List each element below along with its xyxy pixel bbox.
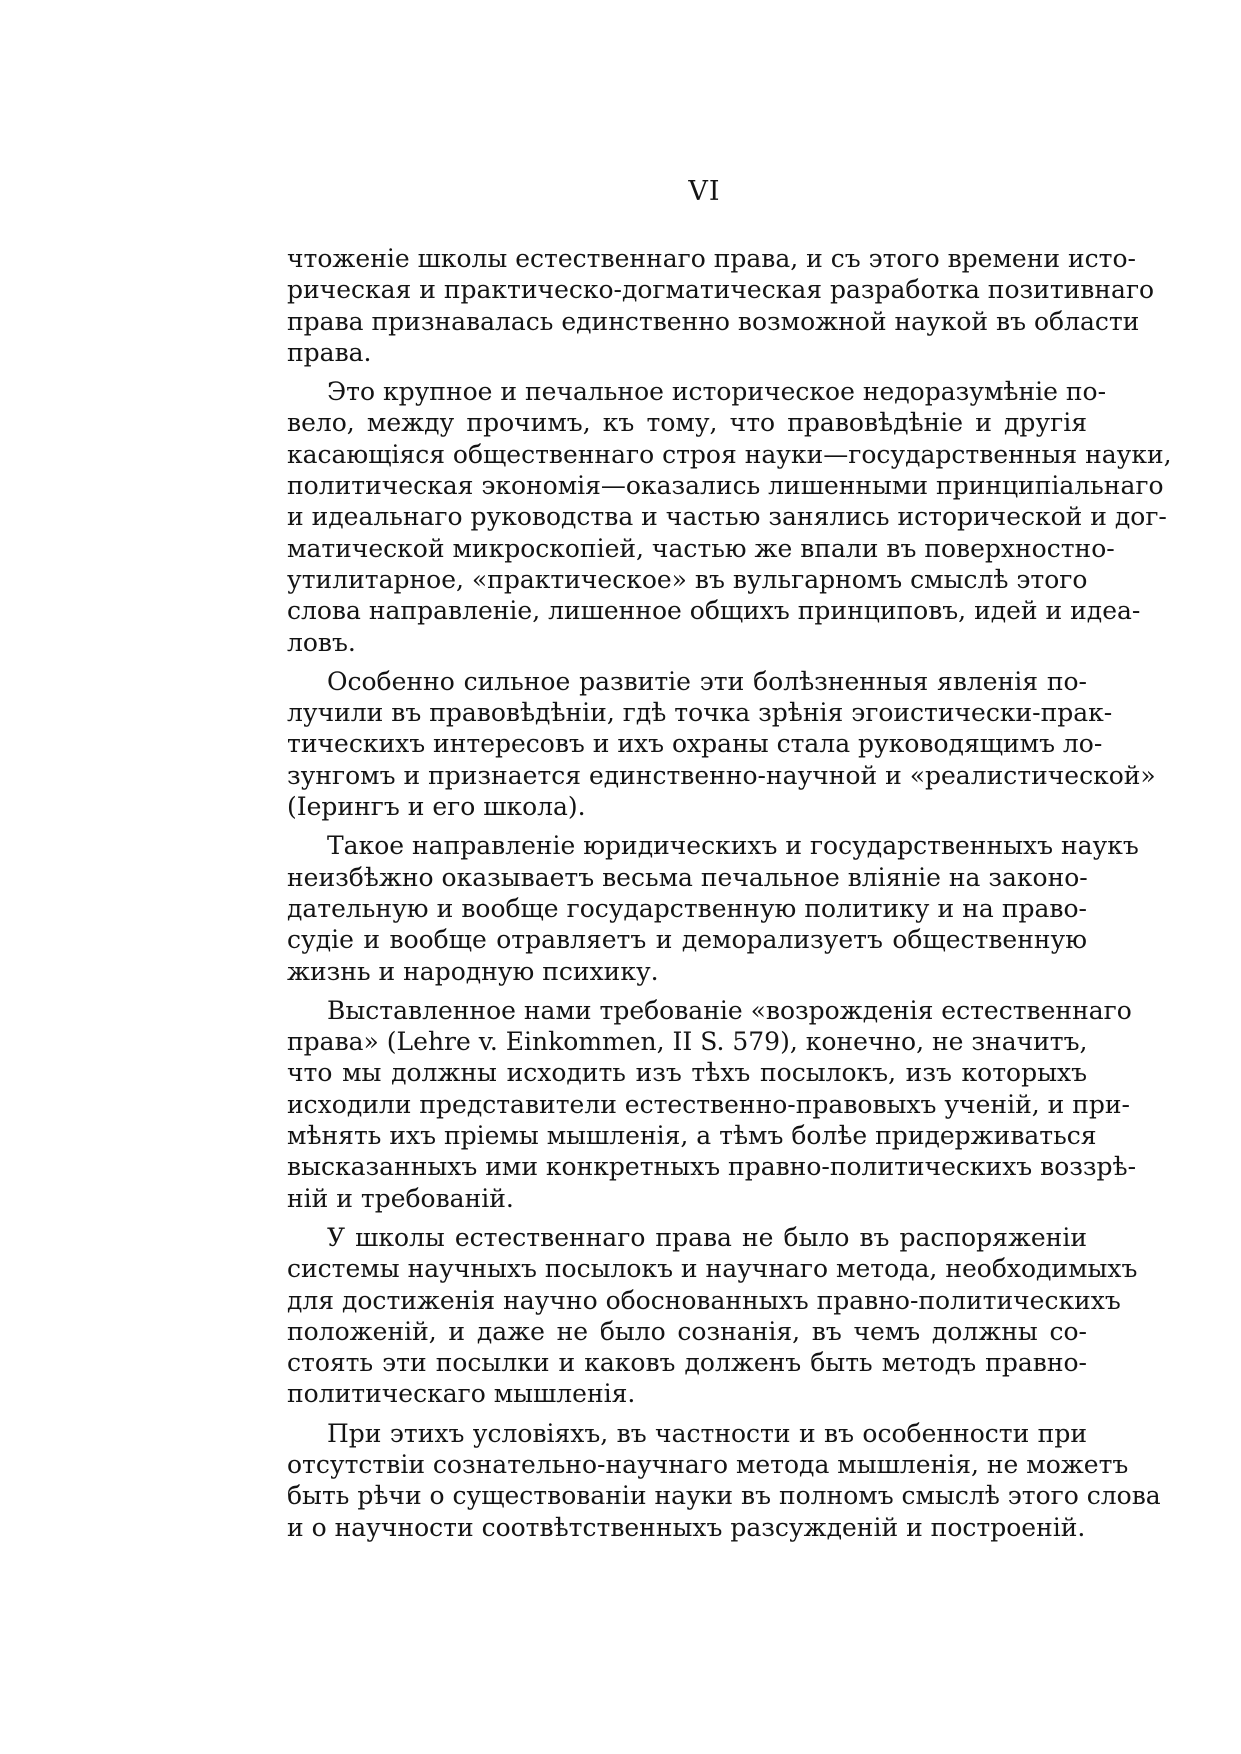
text-line: быть рѣчи о существованіи науки въ полномъ смыслѣ этого слова xyxy=(287,1481,1161,1511)
text-line: зунгомъ и признается единственно-научной и «реалистической» xyxy=(287,760,1156,790)
text-line: Это крупное и печальное историческое недоразумѣніе по- xyxy=(327,377,1107,407)
text-line: Особенно сильное развитіе эти болѣзненныя явленія по- xyxy=(327,666,1087,696)
text-line: ній и требованій. xyxy=(287,1183,514,1213)
paragraph-3 xyxy=(287,666,1156,822)
text-line: У школы естественнаго права не было въ распоряженіи xyxy=(327,1222,1087,1252)
text-line: касающіяся общественнаго строя науки—государственныя науки, xyxy=(287,439,1172,469)
text-line: матической микроскопіей, частью же впали въ поверхностно- xyxy=(287,533,1115,563)
text-line: чтоженіе школы естественнаго права, и съ этого времени исто- xyxy=(287,244,1136,273)
paragraph-6 xyxy=(287,1222,1138,1410)
text-line: высказанныхъ ими конкретныхъ правно-политическихъ воззрѣ- xyxy=(287,1152,1137,1182)
paragraph-5 xyxy=(287,995,1137,1214)
page-number: VI xyxy=(688,176,721,207)
body-text xyxy=(287,243,1172,1551)
text-line: Выставленное нами требованіе «возрожденія естественнаго xyxy=(327,995,1132,1025)
text-line: лучили въ правовѣдѣніи, гдѣ точка зрѣнія эгоистически-прак- xyxy=(287,698,1113,728)
text-line: утилитарное, «практическое» въ вульгарномъ смыслѣ этого xyxy=(287,564,1088,594)
text-line: отсутствіи сознательно-научнаго метода мышленія, не можетъ xyxy=(287,1449,1129,1479)
text-line: политическаго мышленія. xyxy=(287,1379,636,1409)
text-line: неизбѣжно оказываетъ весьма печальное вліяніе на законо- xyxy=(287,862,1088,892)
text-line: мѣнять ихъ пріемы мышленія, а тѣмъ болѣе придерживаться xyxy=(287,1121,1097,1151)
text-line: дательную и вообще государственную политику и на право- xyxy=(287,893,1087,923)
text-line: что мы должны исходить изъ тѣхъ посылокъ, изъ которыхъ xyxy=(287,1058,1087,1088)
text-line: Такое направленіе юридическихъ и государственныхъ наукъ xyxy=(327,831,1139,861)
text-line: и идеальнаго руководства и частью занялись исторической и дог- xyxy=(287,502,1167,532)
text-line: политическая экономія—оказались лишенными принципіальнаго xyxy=(287,471,1164,501)
text-line: и о научности соотвѣтственныхъ разсужденій и построеній. xyxy=(287,1512,1086,1542)
text-line: вело, между прочимъ, къ тому, что правовѣдѣніе и другія xyxy=(287,408,1087,438)
text-line: исходили представители естественно-правовыхъ ученій, и при- xyxy=(287,1089,1131,1119)
paragraph-4 xyxy=(287,830,1139,986)
text-line: стоять эти посылки и каковъ долженъ быть методъ правно- xyxy=(287,1348,1087,1378)
text-line: жизнь и народную психику. xyxy=(287,956,659,986)
text-line: права признавалась единственно возможной наукой въ области xyxy=(287,306,1140,336)
text-line: тическихъ интересовъ и ихъ охраны стала руководящимъ ло- xyxy=(287,729,1103,759)
text-line: для достиженія научно обоснованныхъ правно-политическихъ xyxy=(287,1285,1121,1315)
text-line: права» (Lehre v. Einkommen, II S. 579), конечно, не значитъ, xyxy=(287,1027,1088,1057)
text-line: (Іерингъ и его школа). xyxy=(287,792,586,822)
paragraph-2 xyxy=(287,376,1172,658)
text-line: права. xyxy=(287,337,372,367)
text-line: слова направленіе, лишенное общихъ принциповъ, идей и идеа- xyxy=(287,596,1141,626)
text-line: ловъ. xyxy=(287,627,356,657)
paragraph-7 xyxy=(287,1418,1161,1543)
paragraph-1 xyxy=(287,243,1155,368)
text-line: рическая и практическо-догматическая разработка позитивнаго xyxy=(287,275,1155,305)
text-line: положеній, и даже не было сознанія, въ чемъ должны со- xyxy=(287,1316,1087,1346)
text-line: судіе и вообще отравляетъ и деморализуетъ общественную xyxy=(287,925,1087,955)
text-line: При этихъ условіяхъ, въ частности и въ особенности при xyxy=(327,1418,1087,1448)
text-line: системы научныхъ посылокъ и научнаго метода, необходимыхъ xyxy=(287,1254,1138,1284)
